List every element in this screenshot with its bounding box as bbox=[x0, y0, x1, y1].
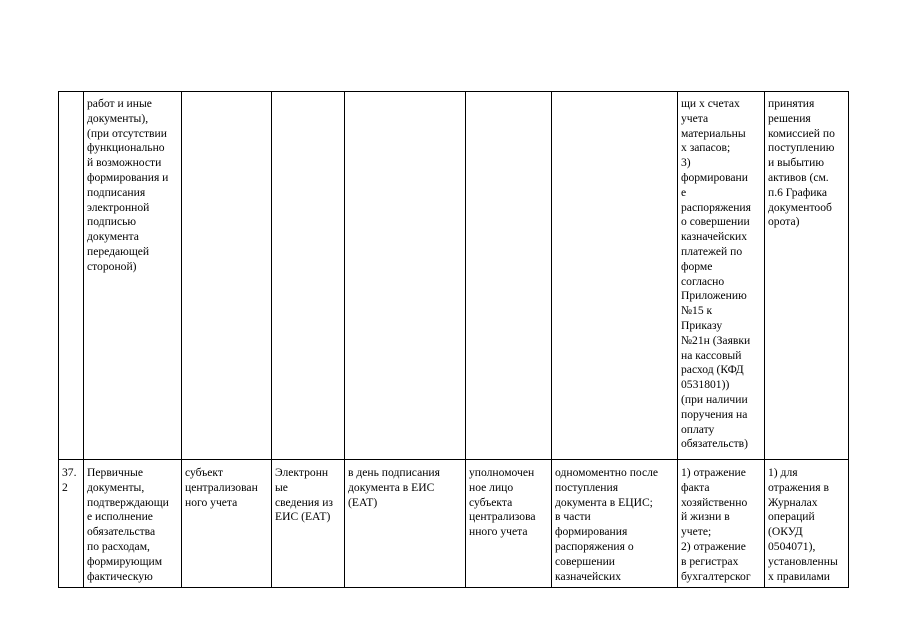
cell-transfer-time: одномоментно после поступления документа в ЕЦИС; в части формирования распоряжения о совершении казначейских bbox=[552, 460, 678, 588]
cell-processing: щи х счетах учета материальны х запасов; 3) формировани е распоряжения о совершении казначейских платежей по форме согласно Приложению №15 к Приказу №21н (Заявки на кассовый расход (КФД 0531801)) (при наличии поручения на оплату обязательств) bbox=[678, 92, 765, 460]
cell-form bbox=[272, 92, 345, 460]
table-row bbox=[59, 460, 849, 588]
table-row bbox=[59, 92, 849, 460]
cell-form: Электронн ые сведения из ЕИС (ЕАТ) bbox=[272, 460, 345, 588]
cell-deadline bbox=[345, 92, 466, 460]
document-table bbox=[58, 91, 849, 588]
cell-processing: 1) отражение факта хозяйственно й жизни в учете; 2) отражение в регистрах бухгалтерског bbox=[678, 460, 765, 588]
cell-deadline: в день подписания документа в ЕИС (ЕАТ) bbox=[345, 460, 466, 588]
cell-transfer-time bbox=[552, 92, 678, 460]
cell-document-name: Первичные документы, подтверждающи е исполнение обязательства по расходам, формирующим фактическую bbox=[84, 460, 182, 588]
cell-responsible: субъект централизован ного учета bbox=[182, 460, 272, 588]
cell-document-name: работ и иные документы), (при отсутствии функционально й возможности формирования и подписания электронной подписью документа передающей стороной) bbox=[84, 92, 182, 460]
cell-responsible bbox=[182, 92, 272, 460]
cell-purpose: принятия решения комиссией по поступлению и выбытию активов (см. п.6 Графика документооб орота) bbox=[765, 92, 849, 460]
cell-recipient bbox=[466, 92, 552, 460]
cell-purpose: 1) для отражения в Журналах операций (ОКУД 0504071), установленны х правилами bbox=[765, 460, 849, 588]
cell-number: 37. 2 bbox=[59, 460, 84, 588]
cell-number bbox=[59, 92, 84, 460]
cell-recipient: уполномочен ное лицо субъекта централизова нного учета bbox=[466, 460, 552, 588]
